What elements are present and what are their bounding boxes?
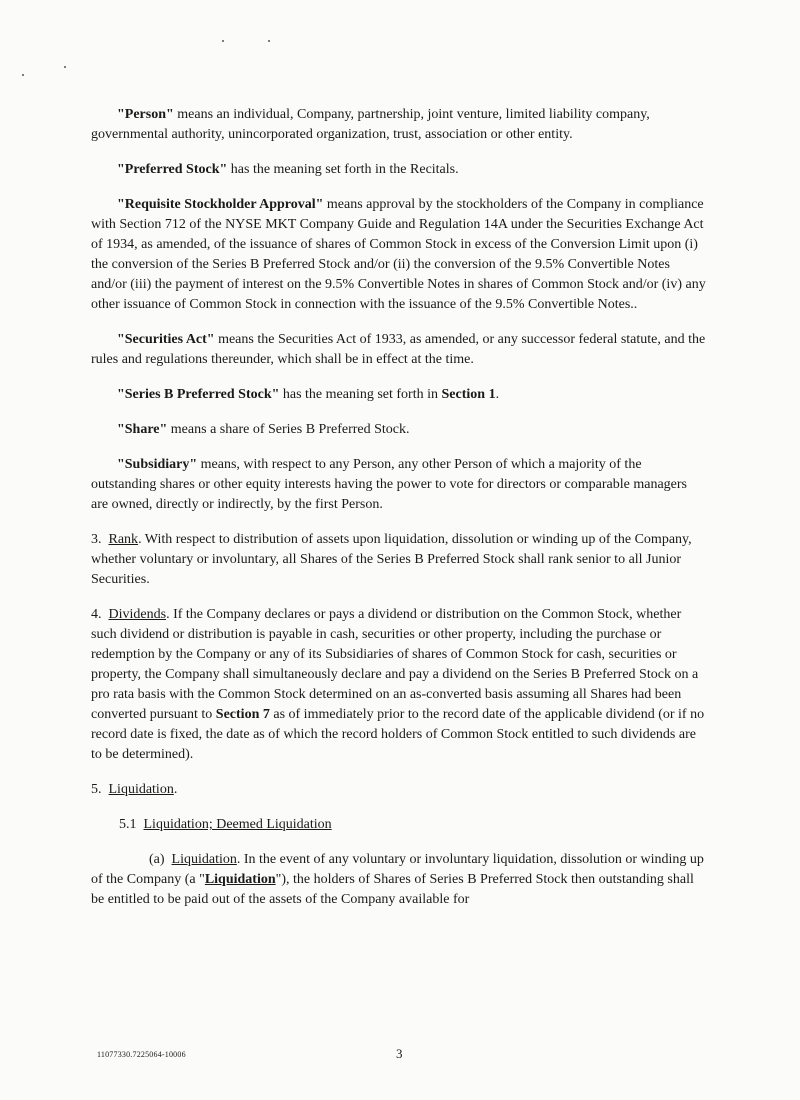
section-heading: Dividends — [108, 607, 167, 622]
definition-text: has the meaning set forth in — [279, 387, 442, 402]
definition-preferred-stock — [91, 160, 707, 180]
subsection-number: 5.1 — [119, 817, 137, 832]
document-body — [91, 105, 707, 925]
section-text: . If the Company declares or pays a dividend or distribution on the Common Stock, whether such dividend or distribution is payable in cash, securities or other property, including the purchase or redemption by the Company or any of its Subsidiaries of shares of Common Stock for cash, securities or property, the Company shall simultaneously declare and pay a dividend on the Series B Preferred Stock on a pro rata basis with the Common Stock determined on an as-converted basis assuming all Shares had been converted pursuant to — [91, 607, 699, 722]
section-heading: Rank — [108, 532, 139, 547]
defined-term: "Series B Preferred Stock" — [117, 387, 280, 402]
defined-term: "Requisite Stockholder Approval" — [117, 197, 324, 212]
definition-end: . — [495, 387, 500, 402]
subsection-heading: Liquidation — [171, 852, 237, 867]
subsection-5-1 — [91, 815, 707, 835]
defined-term: "Preferred Stock" — [117, 162, 228, 177]
subsection-text: . In the event of any voluntary or involuntary liquidation, dissolution or winding up of the Company (a " — [91, 852, 704, 887]
defined-term-liquidation: Liquidation — [204, 872, 276, 887]
scan-speck — [268, 40, 270, 42]
section-liquidation — [91, 780, 707, 800]
section-heading: Liquidation — [108, 782, 174, 797]
document-id: 11077330.7225064-10006 — [97, 1050, 186, 1059]
definition-text: means the Securities Act of 1933, as amended, or any successor federal statute, and the rules and regulations thereunder, which shall be in effect at the time. — [91, 332, 706, 367]
section-text: . With respect to distribution of assets upon liquidation, dissolution or winding up of the Company, whether voluntary or involuntary, all Shares of the Series B Preferred Stock shall rank senior to all Junior Securities. — [91, 532, 692, 587]
definition-subsidiary — [91, 455, 707, 515]
definition-share — [91, 420, 707, 440]
section-heading-end: . — [173, 782, 178, 797]
scan-speck — [222, 40, 224, 42]
section-number: 5. — [91, 782, 102, 797]
definition-securities-act — [91, 330, 707, 370]
definition-text: means approval by the stockholders of the Company in compliance with Section 712 of the NYSE MKT Company Guide and Regulation 14A under the Securities Exchange Act of 1934, as amended, of the issuance of shares of Common Stock in excess of the Conversion Limit upon (i) the conversion of the Series B Preferred Stock and/or (ii) the conversion of the 9.5% Convertible Notes and/or (iii) the payment of interest on the 9.5% Convertible Notes in shares of Common Stock and/or (iv) any other issuance of Common Stock in connection with the issuance of the 9.5% Convertible Notes.. — [91, 197, 706, 312]
definition-text: means a share of Series B Preferred Stock. — [167, 422, 410, 437]
subsection-number: (a) — [149, 852, 165, 867]
scan-speck — [22, 74, 24, 76]
definition-text: means, with respect to any Person, any other Person of which a majority of the outstanding shares or other equity interests having the power to vote for directors or comparable managers are owned, directly or indirectly, by the first Person. — [91, 457, 687, 512]
defined-term: "Securities Act" — [117, 332, 215, 347]
section-reference: Section 7 — [215, 707, 270, 722]
section-rank — [91, 530, 707, 590]
section-number: 4. — [91, 607, 102, 622]
definition-person — [91, 105, 707, 145]
section-dividends — [91, 605, 707, 765]
definition-series-b-preferred-stock — [91, 385, 707, 405]
defined-term: "Share" — [117, 422, 168, 437]
section-text-continued: as of immediately prior to the record date of the applicable dividend (or if no record date is fixed, the date as of which the record holders of Common Stock entitled to such dividends are to be determined). — [91, 707, 705, 762]
defined-term: "Subsidiary" — [117, 457, 198, 472]
scan-speck — [64, 66, 66, 68]
subsection-text-continued: "), the holders of Shares of Series B Preferred Stock then outstanding shall be entitled to be paid out of the assets of the Company available for — [91, 872, 694, 907]
section-reference: Section 1 — [441, 387, 496, 402]
subsection-a-liquidation — [91, 850, 707, 910]
definition-text: means an individual, Company, partnership, joint venture, limited liability company, governmental authority, unincorporated organization, trust, association or other entity. — [91, 107, 650, 142]
page-number: 3 — [396, 1046, 403, 1061]
subsection-heading: Liquidation; Deemed Liquidation — [143, 817, 332, 832]
defined-term: "Person" — [117, 107, 174, 122]
definition-requisite-stockholder-approval — [91, 195, 707, 315]
section-number: 3. — [91, 532, 102, 547]
definition-text: has the meaning set forth in the Recitals. — [227, 162, 459, 177]
